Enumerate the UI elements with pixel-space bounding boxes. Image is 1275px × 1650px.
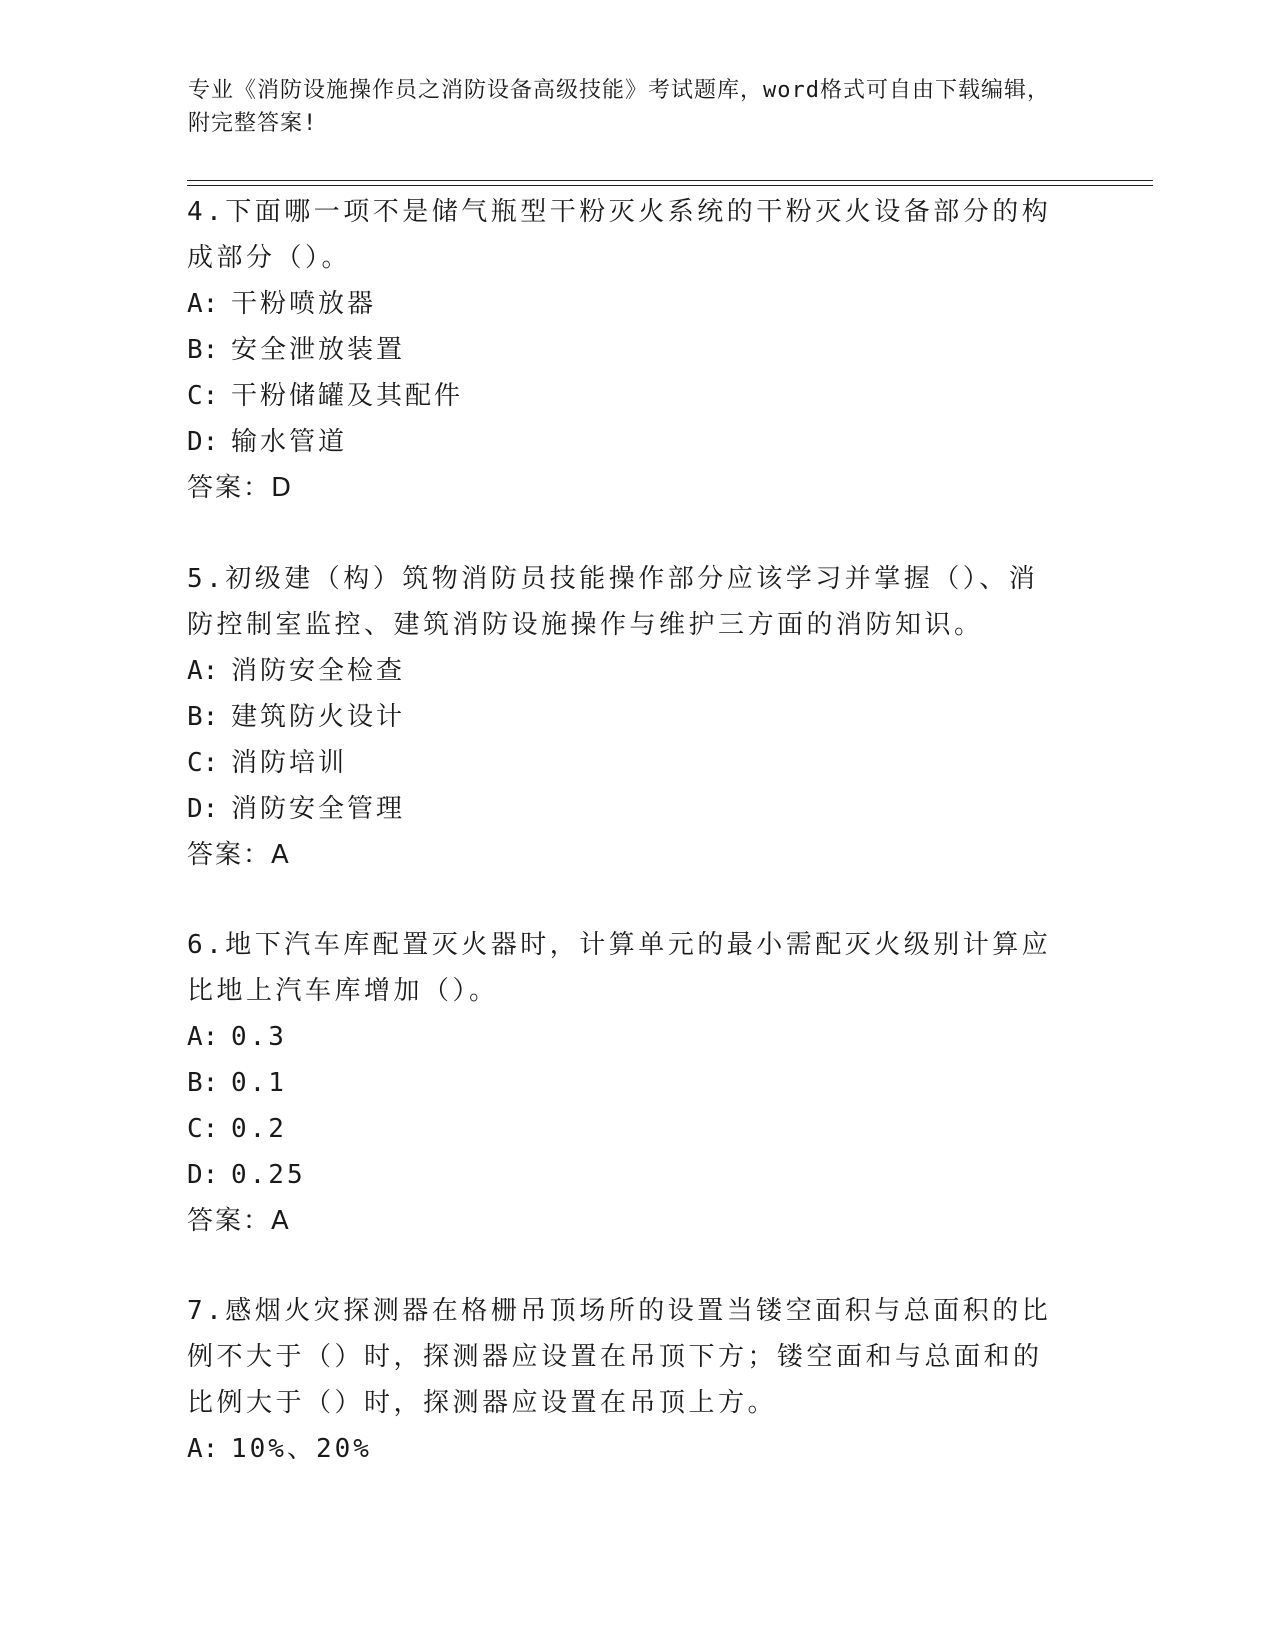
question-stem: 5.初级建（构）筑物消防员技能操作部分应该学习并掌握（）、消防控制室监控、建筑消防设施操作与维护三方面的消防知识。 [187, 564, 1039, 640]
option-key: A: [187, 656, 219, 686]
option-c [187, 373, 1067, 419]
option-b [187, 1060, 1067, 1106]
question-stem: 4.下面哪一项不是储气瓶型干粉灭火系统的干粉灭火设备部分的构成部分（）。 [187, 197, 1052, 273]
option-a [187, 281, 1067, 327]
option-text: 0.2 [231, 1114, 287, 1144]
header-intro: 专业《消防设施操作员之消防设备高级技能》考试题库，word格式可自由下载编辑，附完整答案! [188, 78, 1050, 136]
option-a [187, 648, 1067, 694]
option-key: C: [187, 1114, 219, 1144]
option-b [187, 694, 1067, 740]
question-stem: 6.地下汽车库配置灭火器时，计算单元的最小需配灭火级别计算应比地上汽车库增加（）。 [187, 930, 1052, 1006]
option-text: 输水管道 [231, 427, 348, 457]
option-c [187, 1106, 1067, 1152]
option-a [187, 1014, 1067, 1060]
answer-line: 答案：A [187, 840, 291, 870]
option-key: A: [187, 289, 219, 319]
option-a [187, 1426, 1067, 1472]
option-c [187, 740, 1067, 786]
answer-line: 答案：D [187, 473, 294, 503]
option-key: B: [187, 1068, 219, 1098]
option-text: 干粉储罐及其配件 [231, 381, 464, 411]
question-6 [187, 922, 1067, 1244]
option-text: 消防安全检查 [231, 656, 406, 686]
option-text: 0.3 [231, 1022, 287, 1052]
option-text: 0.1 [231, 1068, 287, 1098]
option-text: 干粉喷放器 [231, 289, 377, 319]
option-key: D: [187, 427, 219, 457]
header-divider-bottom [187, 185, 1153, 186]
option-text: 建筑防火设计 [231, 702, 406, 732]
option-key: B: [187, 335, 219, 365]
option-key: C: [187, 381, 219, 411]
header-divider-top [187, 180, 1153, 181]
option-key: A: [187, 1022, 219, 1052]
option-text: 0.25 [231, 1160, 306, 1190]
option-d [187, 1152, 1067, 1198]
option-d [187, 786, 1067, 832]
question-4 [187, 189, 1067, 511]
option-key: A: [187, 1434, 219, 1464]
option-text: 消防安全管理 [231, 794, 406, 824]
option-key: D: [187, 794, 219, 824]
option-key: D: [187, 1160, 219, 1190]
question-stem: 7.感烟火灾探测器在格栅吊顶场所的设置当镂空面积与总面积的比例不大于（）时，探测器应设置在吊顶下方；镂空面和与总面和的比例大于（）时，探测器应设置在吊顶上方。 [187, 1296, 1052, 1418]
option-text: 10%、20% [231, 1434, 372, 1464]
answer-line: 答案：A [187, 1206, 291, 1236]
question-5 [187, 556, 1067, 878]
option-b [187, 327, 1067, 373]
option-text: 消防培训 [231, 748, 348, 778]
option-key: C: [187, 748, 219, 778]
question-7 [187, 1288, 1067, 1472]
option-d [187, 419, 1067, 465]
option-text: 安全泄放装置 [231, 335, 406, 365]
option-key: B: [187, 702, 219, 732]
